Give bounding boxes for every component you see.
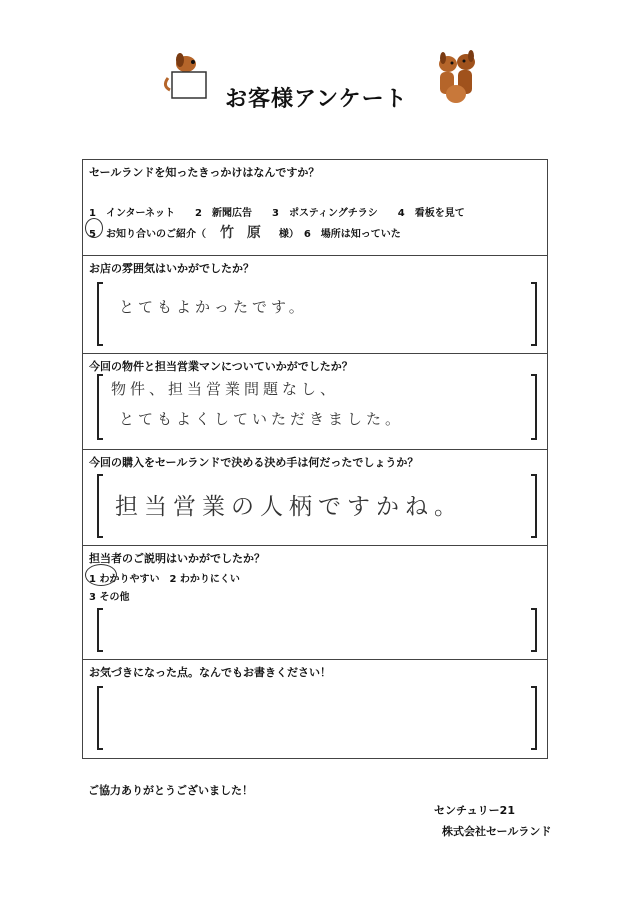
bracket-right — [531, 686, 537, 750]
thanks-message: ご協力ありがとうございました！ — [88, 784, 253, 797]
question-text: 今回の購入をセールランドで決める決め手は何だったでしょうか？ — [89, 456, 419, 469]
company-name: 株式会社セールランド — [442, 825, 552, 838]
bracket-left — [97, 282, 103, 346]
bracket-right — [531, 374, 537, 440]
answer-handwritten-line: とてもよくしていただきました。 — [119, 410, 405, 428]
option-prefix: 5 お知り合いのご紹介（ — [89, 229, 206, 240]
answer-handwritten: 担当営業の人柄ですかね。 — [115, 494, 463, 520]
selection-circle — [85, 218, 103, 238]
bracket-left — [97, 686, 103, 750]
question-text: 今回の物件と担当営業マンについていかがでしたか？ — [89, 360, 353, 373]
question-section-explanation — [83, 546, 547, 660]
bracket-left — [97, 374, 103, 440]
selection-circle — [85, 564, 117, 586]
option-suffix: 様） 6 場所は知っていた — [278, 229, 401, 240]
bracket-right — [531, 282, 537, 346]
question-section-deciding-factor — [83, 450, 547, 546]
question-section-property-staff — [83, 354, 547, 450]
question-section-atmosphere — [83, 256, 547, 354]
answer-handwritten-line: 物件、担当営業問題なし、 — [111, 380, 340, 398]
bracket-left — [97, 474, 103, 538]
options-row: 3 その他 — [89, 592, 130, 603]
question-section-comments — [83, 660, 547, 758]
mascot-dogs-group-icon — [430, 48, 482, 106]
question-text: お気づきになった点。なんでもお書きください！ — [89, 666, 331, 679]
answer-handwritten: とてもよかったです。 — [119, 298, 308, 316]
mascot-dog-sign-icon — [160, 48, 216, 104]
bracket-right — [531, 608, 537, 652]
question-text: 担当者のご説明はいかがでしたか？ — [89, 552, 265, 565]
options-row — [89, 222, 401, 242]
options-row: 1 わかりやすい 2 わかりにくい — [89, 574, 240, 585]
bracket-left — [97, 608, 103, 652]
page-title: お客様アンケート — [225, 87, 408, 112]
question-text: お店の雰囲気はいかがでしたか？ — [89, 262, 254, 275]
question-text: セールランドを知ったきっかけはなんですか？ — [89, 166, 320, 179]
referrer-name-handwritten: 竹 原 — [219, 225, 265, 241]
bracket-right — [531, 474, 537, 538]
company-brand: センチュリー21 — [434, 804, 515, 817]
question-section-source — [83, 160, 547, 256]
survey-form — [82, 159, 548, 759]
options-row: 1 インターネット 2 新聞広告 3 ポスティングチラシ 4 看板を見て — [89, 208, 465, 219]
